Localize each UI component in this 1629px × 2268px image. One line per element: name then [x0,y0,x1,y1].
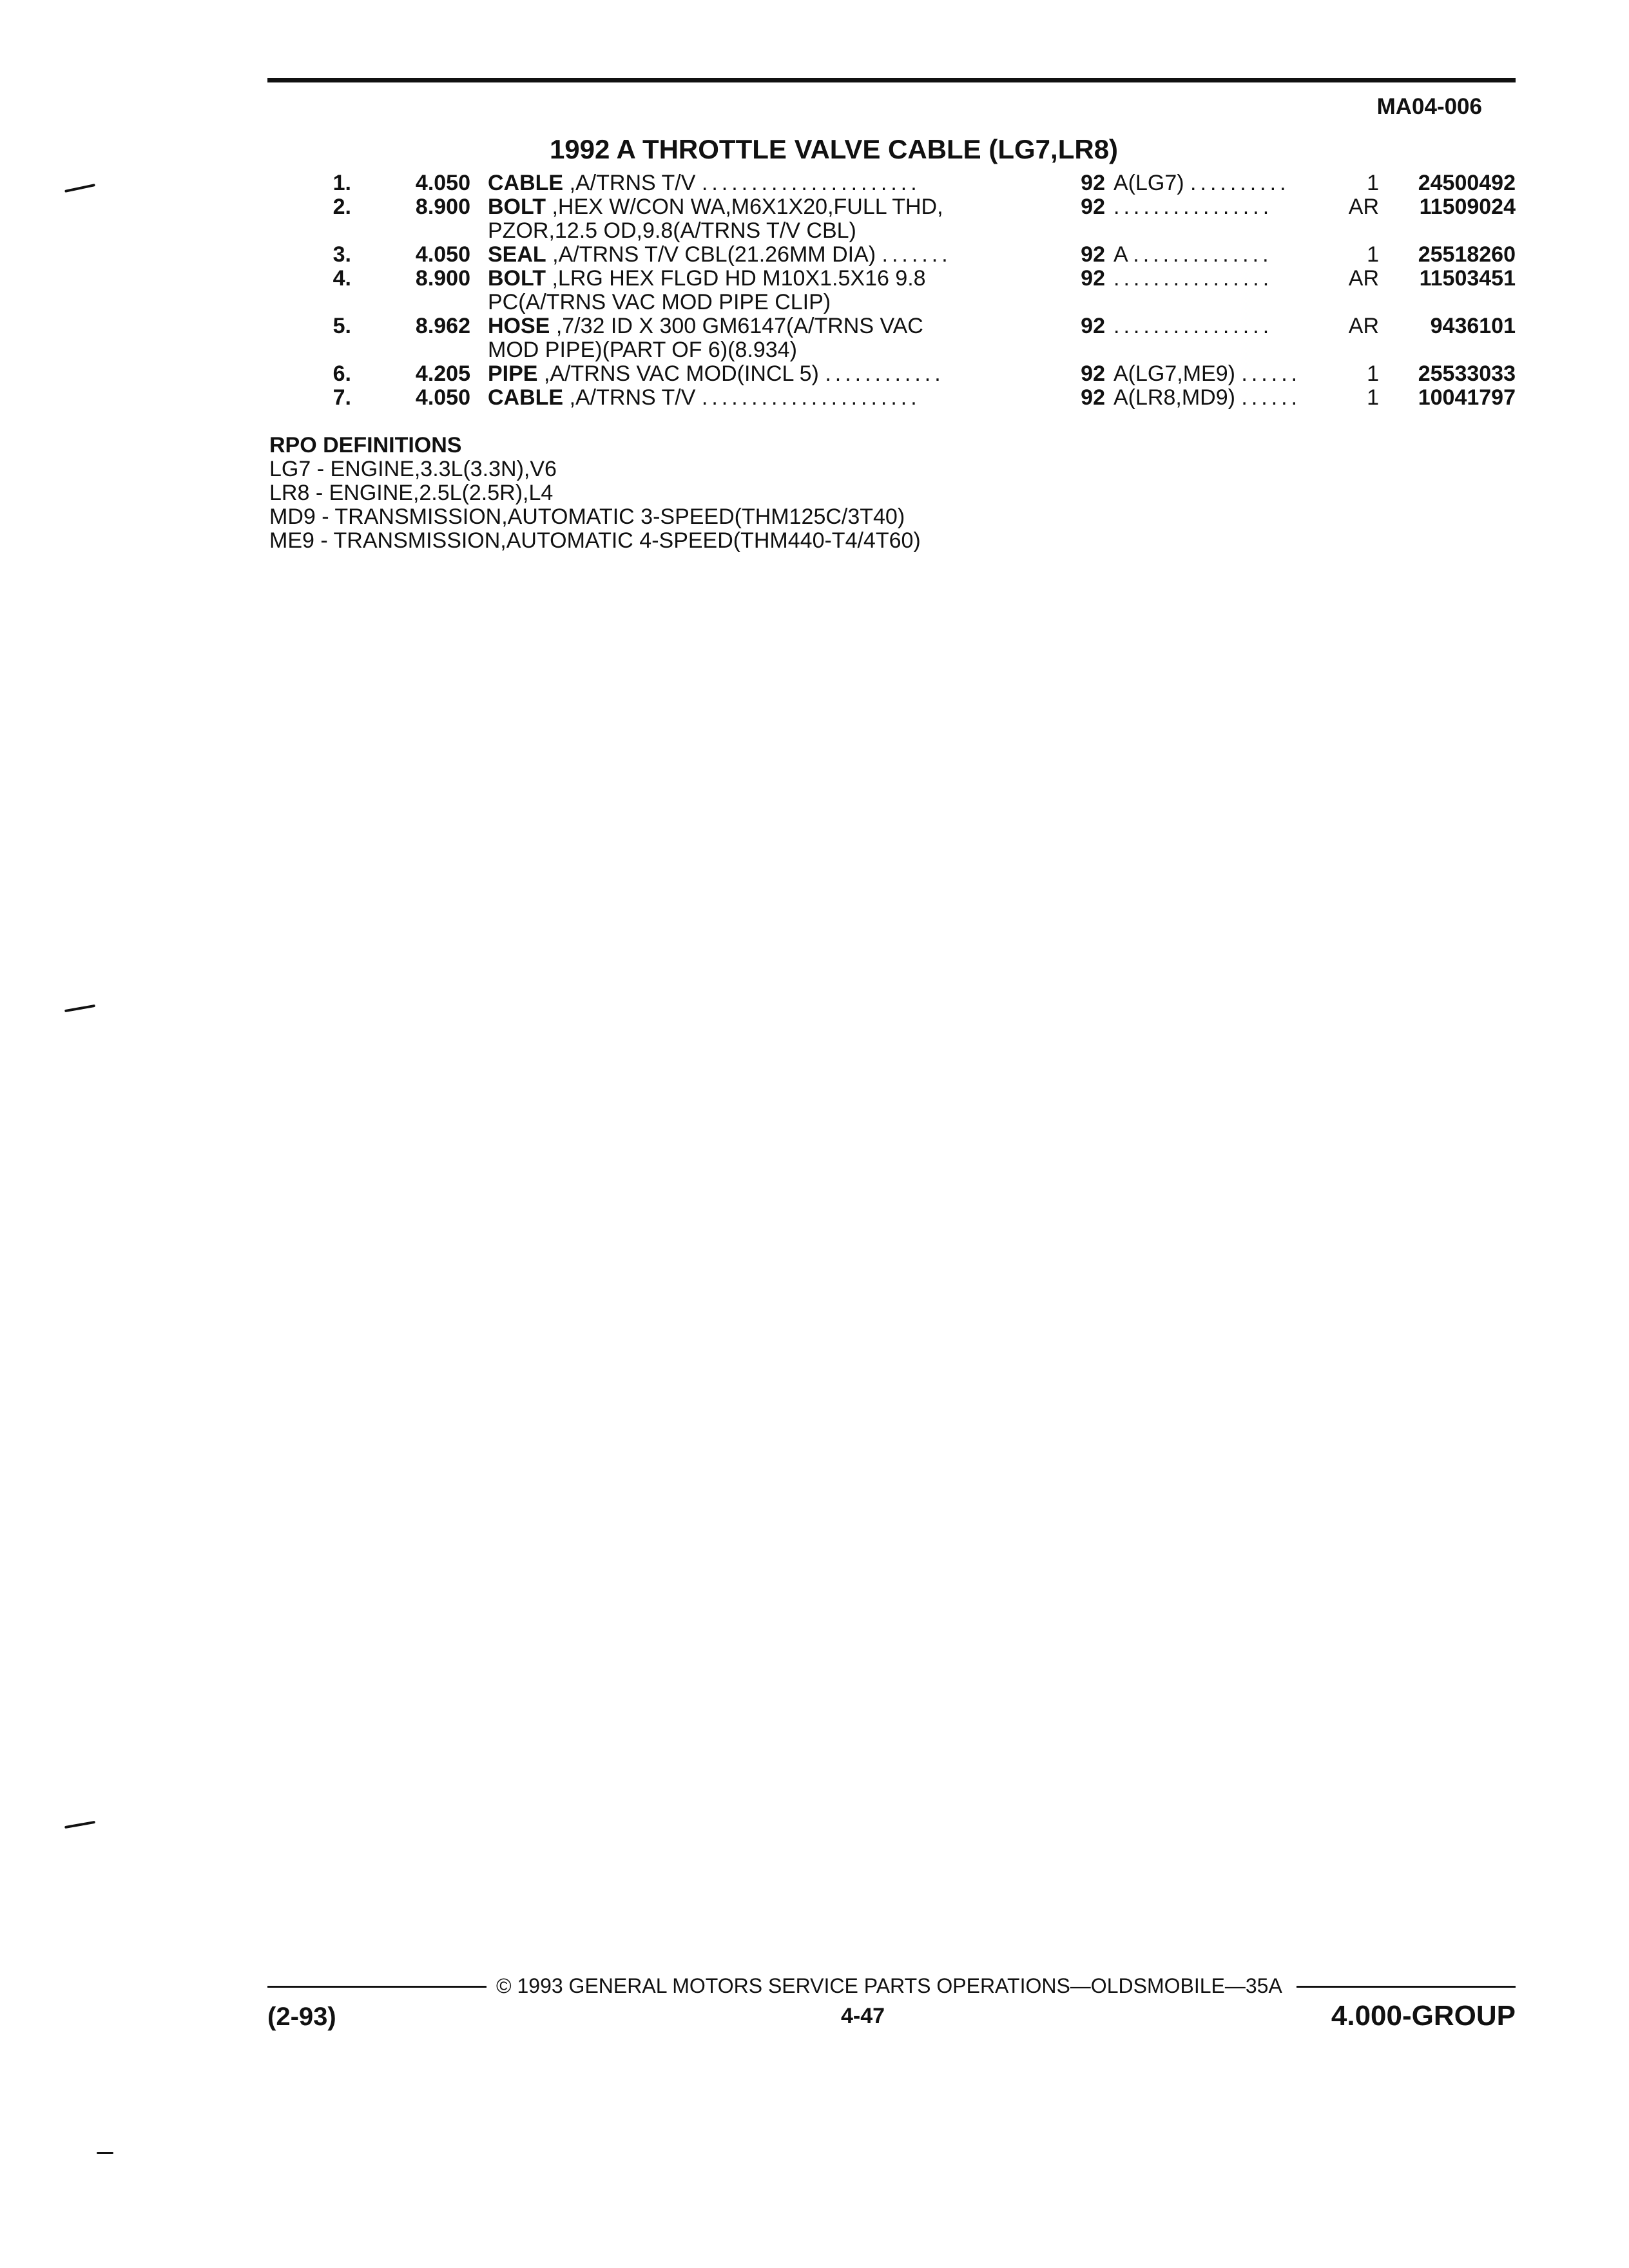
application-code: A(LG7,ME9) [1113,361,1235,386]
item-number: 7. [333,385,351,410]
rpo-item: MD9 - TRANSMISSION,AUTOMATIC 3-SPEED(THM125C/3T40) [269,505,905,529]
application-code: A [1113,242,1127,267]
item-number: 3. [333,242,351,267]
part-detail: ,A/TRNS VAC MOD(INCL 5) [543,361,819,386]
rpo-item: LR8 - ENGINE,2.5L(2.5R),L4 [269,481,554,505]
model-year: 92 [1081,266,1105,291]
part-detail: ,LRG HEX FLGD HD M10X1.5X16 9.8 [552,266,926,291]
part-number: 25533033 [1418,361,1516,386]
dot-leader: ................ [1113,195,1273,219]
top-rule [267,78,1516,82]
quantity: AR [1348,314,1379,338]
application [1113,314,1326,338]
footer-copyright: © 1993 GENERAL MOTORS SERVICE PARTS OPERATIONS—OLDSMOBILE—35A [496,1974,1282,1997]
footer-rule-left [267,1986,487,1988]
part-name: BOLT [488,195,546,219]
application-code: A(LG7) [1113,171,1184,195]
quantity: 1 [1367,361,1379,386]
footer-rule-right [1296,1986,1516,1988]
part-detail: ,HEX W/CON WA,M6X1X20,FULL THD, [552,195,943,219]
part-detail: ,A/TRNS T/V [569,171,696,195]
dot-leader: ...... [1241,385,1302,410]
application [1113,267,1326,291]
item-number: 4. [333,266,351,291]
binder-hole-mark [64,1004,95,1012]
part-description [488,386,1023,410]
item-number: 2. [333,195,351,219]
part-number: 9436101 [1430,314,1516,338]
part-name: PIPE [488,361,538,386]
group-number: 4.050 [415,171,470,195]
application [1113,386,1326,410]
model-year: 92 [1081,385,1105,410]
part-number: 24500492 [1418,171,1516,195]
part-description [488,314,1023,362]
item-number: 6. [333,361,351,386]
model-year: 92 [1081,314,1105,338]
part-name: BOLT [488,266,546,291]
dot-leader: .......... [1190,171,1290,195]
application [1113,362,1326,386]
quantity: 1 [1367,171,1379,195]
parts-row [0,171,1629,195]
dot-leader: ............ [825,361,945,386]
group-number: 8.962 [415,314,470,338]
group-number: 8.900 [415,266,470,291]
part-name: CABLE [488,171,564,195]
group-number: 4.050 [415,242,470,267]
part-detail-continued: PZOR,12.5 OD,9.8(A/TRNS T/V CBL) [488,218,856,243]
part-number: 10041797 [1418,385,1516,410]
part-description [488,195,1023,243]
model-year: 92 [1081,195,1105,219]
quantity: 1 [1367,385,1379,410]
part-description [488,243,1023,267]
item-number: 1. [333,171,351,195]
dot-leader: ................ [1113,266,1273,291]
quantity: AR [1348,195,1379,219]
footer-date: (2-93) [267,2003,336,2031]
page-number: 4-47 [840,2004,885,2028]
part-number: 11503451 [1419,266,1516,291]
group-number: 8.900 [415,195,470,219]
part-name: SEAL [488,242,546,267]
part-number: 11509024 [1419,195,1516,219]
application [1113,195,1326,219]
part-description [488,267,1023,314]
rpo-item: LG7 - ENGINE,3.3L(3.3N),V6 [269,457,557,481]
dot-leader: ................ [1113,314,1273,338]
part-description [488,362,1023,386]
application [1113,243,1326,267]
part-detail: ,A/TRNS T/V CBL(21.26MM DIA) [552,242,876,267]
model-year: 92 [1081,171,1105,195]
binder-hole-mark [64,1821,95,1829]
dot-leader: ...................... [701,171,921,195]
parts-row [0,267,1629,314]
parts-row [0,386,1629,410]
parts-row [0,195,1629,243]
rpo-definitions [269,434,921,553]
dot-leader: ...... [1241,361,1302,386]
part-detail-continued: MOD PIPE)(PART OF 6)(8.934) [488,338,797,362]
part-name: HOSE [488,314,550,338]
application [1113,171,1326,195]
rpo-item: ME9 - TRANSMISSION,AUTOMATIC 4-SPEED(THM440-T4/4T60) [269,528,921,553]
dot-leader: ...................... [701,385,921,410]
dot-leader: .............. [1133,242,1273,267]
group-number: 4.050 [415,385,470,410]
parts-row [0,243,1629,267]
application-code: A(LR8,MD9) [1113,385,1235,410]
document-code: MA04-006 [1376,94,1482,119]
item-number: 5. [333,314,351,338]
parts-list [0,171,1629,410]
part-detail-continued: PC(A/TRNS VAC MOD PIPE CLIP) [488,290,831,314]
model-year: 92 [1081,361,1105,386]
parts-row [0,314,1629,362]
footer-group: 4.000-GROUP [1331,2000,1516,2032]
part-detail: ,7/32 ID X 300 GM6147(A/TRNS VAC [555,314,923,338]
scan-mark [97,2152,113,2154]
page-title: 1992 A THROTTLE VALVE CABLE (LG7,LR8) [549,134,1119,164]
quantity: AR [1348,266,1379,291]
dot-leader: ....... [882,242,952,267]
rpo-heading: RPO DEFINITIONS [269,433,462,457]
quantity: 1 [1367,242,1379,267]
part-detail: ,A/TRNS T/V [569,385,696,410]
model-year: 92 [1081,242,1105,267]
part-description [488,171,1023,195]
parts-row [0,362,1629,386]
part-number: 25518260 [1418,242,1516,267]
part-name: CABLE [488,385,564,410]
group-number: 4.205 [415,361,470,386]
